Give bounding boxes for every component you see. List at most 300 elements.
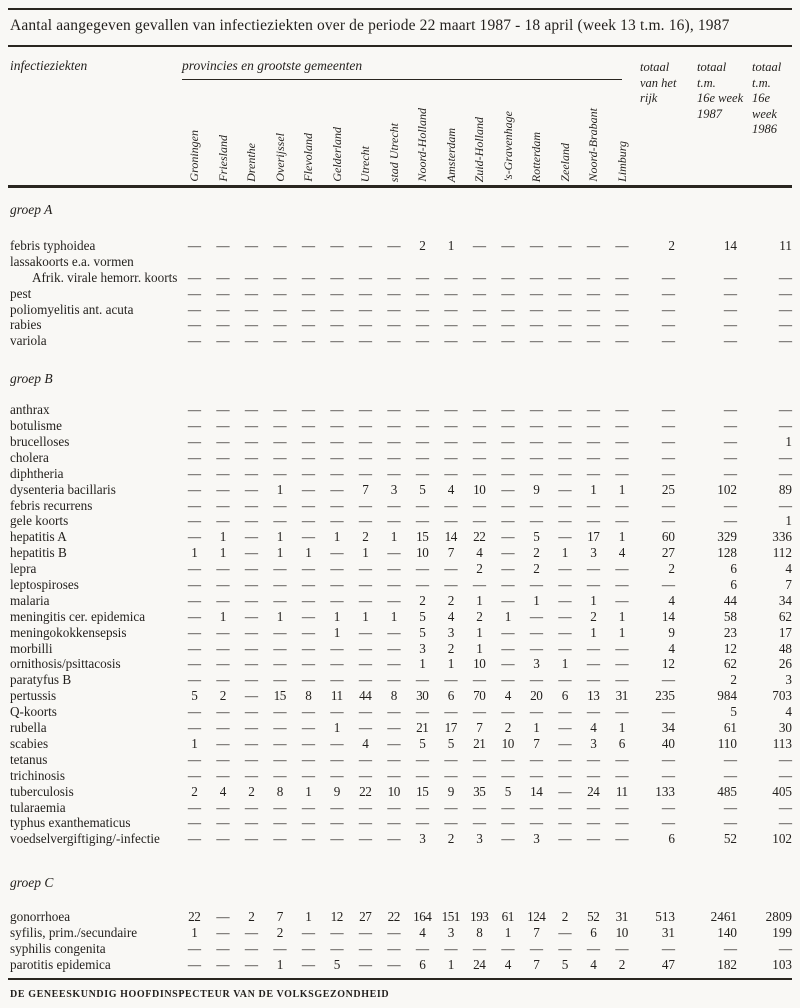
total-cell-0: 27 [661,545,675,561]
value-cell: — [301,317,315,333]
value-cell: — [501,592,515,608]
value-cell: 4 [362,735,369,751]
value-cell: — [330,545,344,561]
value-cell: — [558,577,572,593]
value-cell: — [615,465,629,481]
value-cell: — [558,317,572,333]
value-cell: — [615,513,629,529]
total-cell-1: — [723,513,737,529]
row-label: brucelloses [10,434,70,450]
value-cell: 1 [447,656,454,672]
value-cell: — [216,269,230,285]
value-cell: 5 [191,688,198,704]
total-cell-2: 405 [772,783,792,799]
total-cell-0: 9 [668,624,675,640]
total-cell-2: — [778,767,792,783]
value-cell: — [472,940,486,956]
value-cell: — [444,301,458,317]
value-cell: — [273,465,287,481]
value-cell: — [529,449,543,465]
value-cell: — [558,465,572,481]
value-cell: — [187,269,201,285]
value-cell: 9 [533,481,540,497]
value-cell: — [387,402,401,418]
total-cell-0: — [661,449,675,465]
value-cell: 7 [447,545,454,561]
row-label: hepatitis A [10,529,67,545]
total-cell-0: 40 [661,735,675,751]
table-row-brucelloses [10,434,792,450]
value-cell: 1 [219,529,226,545]
value-cell: — [387,577,401,593]
value-cell: — [244,925,258,941]
value-cell: — [387,831,401,847]
value-cell: — [558,672,572,688]
value-cell: — [244,799,258,815]
top-rule-divider [8,8,792,10]
value-cell: — [244,940,258,956]
total-cell-1: 182 [717,956,737,972]
value-cell: — [444,285,458,301]
column-group-header-provinces: provincies en grootste gemeenten [182,58,622,80]
value-cell: — [273,301,287,317]
value-cell: — [187,720,201,736]
total-cell-2: — [778,402,792,418]
value-cell: 3 [447,624,454,640]
value-cell: 1 [219,608,226,624]
value-cell: — [387,238,401,253]
value-cell: — [387,767,401,783]
value-cell: — [301,831,315,847]
value-cell: — [273,238,287,253]
value-cell: — [615,333,629,349]
value-cell: 7 [533,925,540,941]
value-cell: — [615,831,629,847]
value-cell: — [187,940,201,956]
value-cell: 17 [587,529,600,545]
value-cell: 15 [416,783,429,799]
value-cell: 1 [362,608,369,624]
value-cell: — [244,956,258,972]
value-cell: — [558,831,572,847]
value-cell: 10 [473,656,486,672]
total-cell-2: 703 [772,688,792,704]
value-cell: 3 [533,656,540,672]
value-cell: — [472,418,486,434]
value-cell: — [244,418,258,434]
group-rows [10,909,792,973]
value-cell: — [244,513,258,529]
province-header-zuid-holland: Zuid-Holland [472,116,487,182]
value-cell: — [529,497,543,513]
value-cell: 1 [590,624,597,640]
value-cell: — [558,720,572,736]
total-cell-2: 3 [785,672,792,688]
value-cell: — [529,767,543,783]
value-cell: — [472,238,486,253]
value-cell: — [558,799,572,815]
value-cell: — [301,704,315,720]
value-cell: — [244,720,258,736]
row-label: syphilis congenita [10,940,106,956]
value-cell: — [387,465,401,481]
row-label: febris recurrens [10,497,93,513]
province-header-noord-holland: Noord-Holland [415,108,430,182]
value-cell: — [244,704,258,720]
value-cell: — [586,434,600,450]
value-cell: 2 [447,592,454,608]
value-cell: 2 [533,561,540,577]
value-cell: — [615,402,629,418]
value-cell: — [444,269,458,285]
value-cell: — [187,672,201,688]
value-cell: 8 [276,783,283,799]
value-cell: — [330,333,344,349]
value-cell: 1 [390,608,397,624]
value-cell: — [586,333,600,349]
value-cell: — [387,449,401,465]
value-cell: — [358,940,372,956]
total-cell-2: 103 [772,956,792,972]
value-cell: — [415,704,429,720]
value-cell: — [244,269,258,285]
value-cell [351,254,380,270]
value-cell: — [615,285,629,301]
value-cell: — [472,513,486,529]
value-cell: — [615,592,629,608]
value-cell: 1 [618,720,625,736]
value-cell: — [529,577,543,593]
value-cell: — [558,481,572,497]
value-cell: — [529,434,543,450]
value-cell: — [529,301,543,317]
value-cell: — [216,704,230,720]
value-cell: 15 [416,529,429,545]
value-cell: — [273,767,287,783]
value-cell: — [472,672,486,688]
value-cell: 1 [476,624,483,640]
total-cell-0: 25 [661,481,675,497]
value-cell: — [558,640,572,656]
value-cell: — [330,497,344,513]
value-cell: — [558,592,572,608]
value-cell: — [615,449,629,465]
value-cell: — [244,481,258,497]
total-cell-0: — [661,434,675,450]
total-cell-1: — [723,815,737,831]
value-cell: 5 [447,735,454,751]
value-cell: — [216,481,230,497]
value-cell: — [501,269,515,285]
value-cell: — [358,465,372,481]
value-cell: — [586,269,600,285]
total-cell-2: — [778,333,792,349]
value-cell: — [244,402,258,418]
value-cell: — [187,449,201,465]
value-cell: — [330,418,344,434]
total-cell-2: — [778,815,792,831]
value-cell: — [472,449,486,465]
value-cell: — [415,940,429,956]
value-cell: 22 [188,909,201,925]
value-cell: 22 [473,529,486,545]
table-row-malaria [10,593,792,609]
value-cell: — [187,418,201,434]
total-cell-1: 2461 [710,909,737,925]
row-label: rubella [10,720,47,736]
value-cell [551,254,580,270]
row-label: parotitis epidemica [10,956,111,972]
value-cell: — [216,956,230,972]
value-cell: 2 [561,909,568,925]
value-cell: — [358,672,372,688]
value-cell [465,254,494,270]
table-row-typhus-exanthematicus [10,815,792,831]
value-cell: — [387,285,401,301]
total-cell-1: 62 [723,656,737,672]
value-cell: — [387,269,401,285]
value-cell: 1 [362,545,369,561]
value-cell: 1 [476,592,483,608]
row-label: ornithosis/psittacosis [10,656,121,672]
value-cell: 10 [387,783,400,799]
total-cell-1: 128 [717,545,737,561]
value-cell: 1 [333,529,340,545]
value-cell: — [330,767,344,783]
total-cell-2: 30 [778,720,792,736]
value-cell: — [301,465,315,481]
value-cell: 1 [504,925,511,941]
value-cell: — [615,577,629,593]
total-cell-1: — [723,301,737,317]
table-header [10,52,792,184]
value-cell: 1 [533,720,540,736]
value-cell: 4 [504,956,511,972]
group-rows [10,402,792,847]
value-cell: — [501,238,515,253]
value-cell: — [244,624,258,640]
value-cell: — [472,577,486,593]
value-cell: — [558,418,572,434]
value-cell: — [358,656,372,672]
group-rows [10,238,792,349]
value-cell: — [358,592,372,608]
value-cell: 10 [501,735,514,751]
value-cell: — [187,704,201,720]
value-cell: 2 [419,238,426,253]
value-cell: — [501,301,515,317]
value-cell: — [586,656,600,672]
value-cell: 9 [447,783,454,799]
value-cell: — [529,513,543,529]
table-row-afrik-virale-hemorr-koorts [10,270,792,286]
value-cell: — [216,831,230,847]
row-label: variola [10,333,47,349]
value-cell: — [330,285,344,301]
value-cell: — [330,481,344,497]
value-cell: — [244,449,258,465]
value-cell: — [558,497,572,513]
value-cell: — [558,561,572,577]
value-cell: — [216,285,230,301]
value-cell: — [301,940,315,956]
value-cell: — [444,333,458,349]
value-cell: — [358,925,372,941]
value-cell: — [444,513,458,529]
value-cell: — [244,656,258,672]
footer-note: DE GENEESKUNDIG HOOFDINSPECTEUR VAN DE VOLKSGEZONDHEID [10,989,390,1001]
value-cell: — [444,704,458,720]
value-cell: — [472,704,486,720]
value-cell: — [244,301,258,317]
value-cell: 22 [387,909,400,925]
row-label: rabies [10,317,42,333]
value-cell: — [187,497,201,513]
value-cell: — [444,767,458,783]
value-cell: 1 [419,656,426,672]
value-cell: — [586,418,600,434]
table-row-febris-recurrens [10,498,792,514]
value-cell: 7 [533,956,540,972]
row-label: dysenteria bacillaris [10,481,116,497]
value-cell: 193 [470,909,489,925]
value-cell: — [273,735,287,751]
value-cell: 6 [618,735,625,751]
row-label: malaria [10,592,50,608]
value-cell: — [301,285,315,301]
total-cell-2: 102 [772,831,792,847]
value-cell: — [330,704,344,720]
row-label: trichinosis [10,767,65,783]
value-cell: — [558,925,572,941]
value-cell: — [444,940,458,956]
value-cell: — [301,608,315,624]
value-cell: — [244,608,258,624]
table-row-variola [10,333,792,349]
value-cell: — [529,815,543,831]
value-cell: 1 [276,956,283,972]
value-cell [522,254,551,270]
value-cell: — [586,767,600,783]
value-cell: — [216,497,230,513]
value-cell: 1 [276,481,283,497]
value-cell: — [273,672,287,688]
value-cell: 4 [219,783,226,799]
total-cell-1: — [723,449,737,465]
value-cell: — [244,497,258,513]
value-cell: — [501,285,515,301]
value-cell: 4 [476,545,483,561]
value-cell: 4 [590,720,597,736]
value-cell: — [415,497,429,513]
value-cell: — [586,577,600,593]
row-label: tularaemia [10,799,66,815]
value-cell: 2 [476,608,483,624]
value-cell: — [301,418,315,434]
total-cell-1: 485 [717,783,737,799]
value-cell [266,254,295,270]
value-cell: 10 [615,925,628,941]
value-cell: — [501,672,515,688]
value-cell: — [273,624,287,640]
row-label: febris typhoidea [10,238,96,253]
value-cell: 3 [590,735,597,751]
value-cell: — [529,418,543,434]
value-cell: — [301,333,315,349]
value-cell: — [301,656,315,672]
value-cell: 24 [473,956,486,972]
value-cell: — [558,815,572,831]
value-cell: — [244,333,258,349]
value-cell: — [301,799,315,815]
total-cell-1: 102 [717,481,737,497]
value-cell: — [387,333,401,349]
table-row-meningokokkensepsis [10,625,792,641]
value-cell: — [187,333,201,349]
value-cell: 1 [590,481,597,497]
value-cell: — [444,672,458,688]
value-cell: — [472,799,486,815]
value-cell: — [187,465,201,481]
total-cell-0: 133 [655,783,675,799]
value-cell: — [273,815,287,831]
row-label: diphtheria [10,465,64,481]
table-row-febris-typhoidea [10,238,792,254]
value-cell: — [415,799,429,815]
row-label: meningokokkensepsis [10,624,127,640]
table-row-anthrax [10,402,792,418]
value-cell: — [330,513,344,529]
value-cell: — [529,751,543,767]
value-cell: 12 [330,909,343,925]
value-cell: — [358,434,372,450]
value-cell: — [501,624,515,640]
value-cell: — [472,497,486,513]
province-header-drenthe: Drenthe [244,143,259,182]
value-cell: — [558,704,572,720]
value-cell: 2 [248,909,255,925]
value-cell: — [358,317,372,333]
value-cell: — [501,767,515,783]
value-cell: — [330,238,344,253]
value-cell: — [387,592,401,608]
value-cell: — [273,449,287,465]
value-cell: — [586,799,600,815]
value-cell: — [387,704,401,720]
value-cell: 7 [276,909,283,925]
total-cell-1: 329 [717,529,737,545]
value-cell: — [273,640,287,656]
total-cell-1: 140 [717,925,737,941]
value-cell: 21 [473,735,486,751]
value-cell: 2 [504,720,511,736]
value-cell: 4 [447,608,454,624]
total-cell-1: 12 [723,640,737,656]
value-cell: — [558,940,572,956]
value-cell [380,254,409,270]
value-cell: — [387,720,401,736]
value-cell: — [586,402,600,418]
value-cell: — [273,656,287,672]
value-cell: 3 [590,545,597,561]
value-cell: — [301,640,315,656]
value-cell: — [415,465,429,481]
value-cell: — [216,301,230,317]
value-cell: 7 [362,481,369,497]
value-cell: — [330,799,344,815]
value-cell: — [301,513,315,529]
row-label: typhus exanthematicus [10,815,131,831]
